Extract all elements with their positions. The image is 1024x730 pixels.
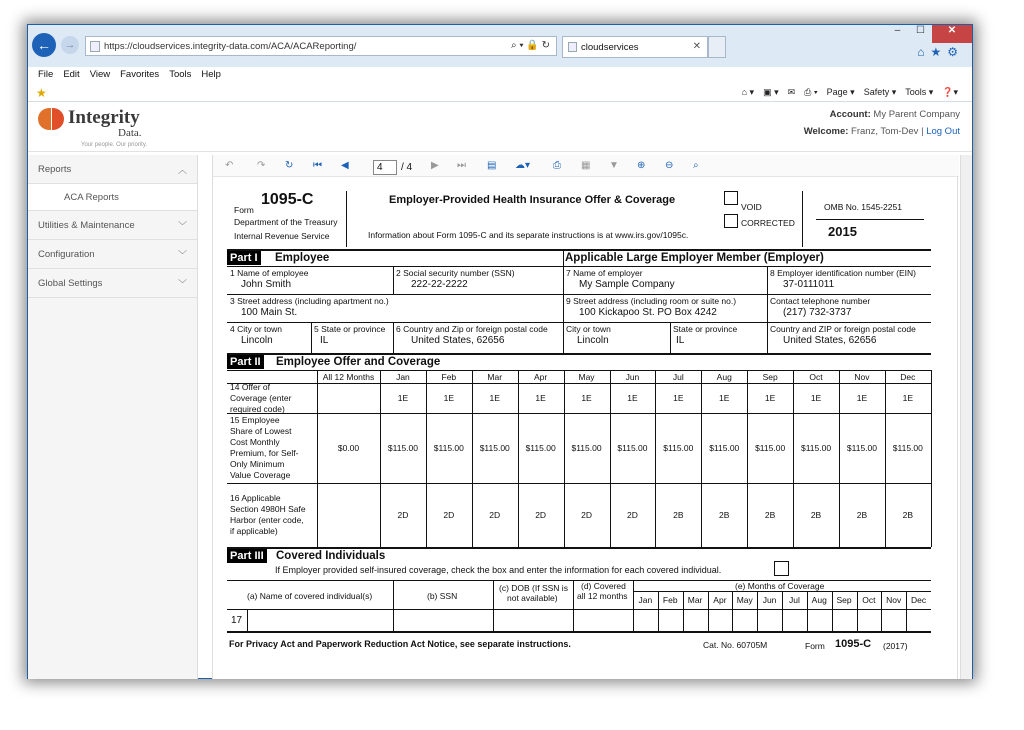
col-a-header: (a) Name of covered individual(s) [247,591,373,601]
offer-code-cell: 1E [856,393,868,403]
sidebar [28,155,198,679]
form-number: 1095-C [261,191,314,208]
menu-tools[interactable]: Tools [169,69,192,80]
grid-divider [931,370,932,547]
safe-harbor-cell: 2D [397,510,409,520]
sidebar-item-utilities[interactable] [28,211,197,240]
row-label-offer-code: required code) [230,403,285,414]
row-label-safe-harbor: 16 Applicable [230,493,281,503]
safe-harbor-cell: 2B [856,510,868,520]
offer-code-cell: 1E [810,393,822,403]
account-label: Account: [829,109,871,120]
close-tab-icon[interactable]: ✕ [692,41,701,52]
last-page-icon[interactable]: ⏭ [457,160,466,171]
employee-share-cell: $115.00 [479,443,510,453]
footer-cat: Cat. No. 60705M [703,640,768,650]
coverage-month-header: Oct [862,595,876,605]
print-icon[interactable]: ⎙ ▾ [804,87,818,97]
row-label-employee-share: Only Minimum [230,459,285,469]
field1-label: 1 Name of employee [230,268,309,278]
rule [227,580,931,581]
url-text: https://cloudservices.integrity-data.com/ACA/ACAReporting/ [104,41,357,52]
rule [227,609,931,610]
coverage-month-header: Sep [836,595,852,605]
month-header: Oct [809,372,823,382]
tax-year: 2015 [828,224,857,239]
form-1095c [227,191,931,679]
divider [633,580,634,631]
window-controls [886,25,972,43]
row-label-employee-share: Value Coverage [230,470,291,480]
employer-title: Applicable Large Employer Member (Employer) [565,252,824,264]
coverage-month-header: May [736,595,753,605]
menu-bar [28,67,972,84]
safe-harbor-cell: 2B [810,510,822,520]
field7-label: 7 Name of employer [566,268,643,278]
employer-street: 100 Kickapoo St. PO Box 4242 [579,307,717,318]
menu-help[interactable]: Help [201,69,221,80]
report-content [212,155,972,679]
corrected-checkbox[interactable] [724,214,738,228]
rule [227,353,931,355]
feeds-icon[interactable]: ▣ ▾ [763,87,779,97]
field13-label: Country and ZIP or foreign postal code [770,324,916,334]
form-info: Information about Form 1095-C and its separate instructions is at www.irs.gov/1095c. [368,230,689,240]
favorites-star-icon[interactable]: ★ [36,86,47,100]
filter-icon[interactable]: ▼ [609,160,619,171]
month-header: Aug [716,372,732,382]
month-header: Apr [534,372,548,382]
offer-code-cell: 1E [397,393,409,403]
safe-harbor-cell: 2B [764,510,776,520]
rule [227,294,931,295]
rule [227,322,931,323]
report-viewer [212,155,958,679]
safety-menu[interactable]: Safety ▾ [863,87,897,97]
footer-form-number: 1095-C [835,638,872,650]
viewer-scrollbar[interactable] [960,155,972,679]
self-insured-checkbox[interactable] [774,561,789,576]
account-value: My Parent Company [873,109,960,120]
void-label: VOID [741,202,762,212]
sidebar-item-label: Global Settings [38,278,103,289]
logo-name: Integrity [68,107,140,128]
employer-phone: (217) 732-3737 [783,307,852,318]
employee-share-cell: $115.00 [617,443,648,453]
divider [670,322,671,353]
print-icon[interactable]: ⎙ [553,160,561,171]
employee-share-cell: $115.00 [892,443,923,453]
coverage-month-header: Dec [911,595,927,605]
page-menu[interactable]: Page ▾ [826,87,855,97]
row-label-safe-harbor: Section 4980H Safe [230,504,306,514]
coverage-month-header: Feb [662,595,678,605]
dept-irs: Internal Revenue Service [234,231,330,241]
sidebar-item-label: Utilities & Maintenance [38,220,135,231]
welcome-value: Franz, Tom-Dev [851,126,919,137]
safe-harbor-cell: 2D [581,510,592,520]
employee-share-cell: $115.00 [846,443,877,453]
part1-title: Employee [275,252,330,264]
page-number-input[interactable] [373,160,397,175]
field2-label: 2 Social security number (SSN) [396,268,515,278]
employee-name: John Smith [241,279,292,290]
sidebar-item-label: ACA Reports [64,192,119,203]
browser-titlebar [28,25,972,67]
offer-code-cell: 1E [719,393,730,403]
month-header: Mar [487,372,503,382]
row-label-employee-share: Cost Monthly [230,437,280,447]
month-header: All 12 Months [322,372,375,382]
grid-rule [227,383,931,384]
refresh-icon[interactable]: ↻ [285,160,294,171]
offer-code-cell: 1E [902,393,914,403]
rule [227,266,931,267]
row-label-safe-harbor: if applicable) [230,526,278,536]
field4-label: 4 City or town [230,324,282,334]
month-header: Feb [441,372,457,382]
void-checkbox[interactable] [724,191,738,205]
new-tab-button[interactable] [708,36,726,58]
row-label-offer-code: 14 Offer of [230,381,271,392]
prev-page-icon[interactable]: ◀ [341,160,349,171]
offer-code-cell: 1E [443,393,455,403]
document-icon[interactable]: ▤ [487,160,497,171]
employee-share-cell: $115.00 [755,443,786,453]
logo-sub: Data. [118,127,142,139]
col-c-header-2: not available) [507,593,558,603]
grid-rule [227,483,931,484]
sidebar-item-label: Reports [38,164,72,175]
part3-title: Covered Individuals [276,550,386,562]
home-star-gear-icons[interactable]: ⌂★⚙ [917,45,964,59]
sidebar-item-aca-reports[interactable] [28,184,197,211]
row-label-employee-share: Premium, for Self- [230,448,299,458]
divider [816,219,924,220]
row-label-offer-code: Coverage (enter [230,392,292,403]
coverage-month-header: Mar [687,595,703,605]
redo-icon[interactable]: ↷ [257,160,266,171]
forward-button[interactable]: → [61,36,79,54]
part1-badge: Part I [227,251,261,265]
logo-tagline: Your people. Our priority. [81,142,148,148]
chevron-down-icon: ﹀ [177,221,187,231]
row-17-label: 17 [231,615,243,626]
form-title: Employer-Provided Health Insurance Offer & Coverage [389,194,676,206]
employee-share-cell: $115.00 [525,443,556,453]
first-page-icon[interactable]: ⏮ [313,160,322,171]
month-header: Sep [762,372,778,382]
dept-treasury: Department of the Treasury [234,217,338,227]
back-button[interactable]: ← [32,33,56,57]
part2-title: Employee Offer and Coverage [276,356,441,368]
search-icon[interactable]: ⌕ [693,160,699,171]
safe-harbor-cell: 2D [489,510,501,520]
undo-icon[interactable]: ↶ [225,160,234,171]
employee-street: 100 Main St. [241,307,298,318]
employee-state: IL [320,335,329,346]
safe-harbor-cell: 2D [627,510,638,520]
menu-edit[interactable]: Edit [63,69,80,80]
viewer-toolbar [213,155,959,177]
part3-note: If Employer provided self-insured coverage, check the box and enter the information for each covered individual. [275,565,722,575]
divider [311,322,312,353]
app-header [28,103,972,152]
employee-share-cell: $115.00 [800,443,832,453]
mail-icon[interactable]: ✉ [787,87,796,97]
layout-icon[interactable]: ▦ [581,160,591,171]
corrected-label: CORRECTED [741,218,795,228]
logout-link[interactable]: Log Out [926,126,960,137]
tab-page-icon [568,42,577,52]
chevron-down-icon: ﹀ [177,250,187,260]
sidebar-item-global-settings[interactable] [28,269,197,298]
field9-label: 9 Street address (including room or suite no.) [566,296,737,306]
safe-harbor-cell: 2B [719,510,730,520]
search-lock-refresh-icons[interactable]: ⌕ ▾ 🔒 ↻ [511,40,550,51]
coverage-month-header: Apr [713,595,727,605]
rule [227,370,931,371]
employee-share-cell: $115.00 [663,443,694,453]
tab-title: cloudservices [581,42,639,53]
close-window-icon[interactable]: ✕ [932,25,972,43]
part3-badge: Part III [227,549,267,563]
help-icon[interactable]: ❓▾ [942,87,958,97]
col-d-header-1: (d) Covered [581,581,626,591]
offer-code-cell: 1E [764,393,776,403]
page-icon [90,41,100,52]
employee-share-cell: $115.00 [387,443,418,453]
export-cloud-icon[interactable]: ☁▾ [515,160,531,171]
omb-number: OMB No. 1545-2251 [824,202,902,212]
coverage-month-header: Jul [788,595,800,605]
offer-code-cell: 1E [535,393,546,403]
form-label: Form [234,205,254,215]
sidebar-item-configuration[interactable] [28,240,197,269]
employer-name: My Sample Company [579,279,675,290]
row-label-safe-harbor: Harbor (enter code, [230,515,304,525]
employer-state: IL [676,335,685,346]
browser-tab[interactable] [562,36,708,58]
safe-harbor-cell: 2D [443,510,455,520]
divider [346,191,347,247]
maximize-icon[interactable]: ☐ [916,25,925,36]
divider [247,609,248,631]
row-label-employee-share: Share of Lowest [230,426,292,436]
footer-privacy: For Privacy Act and Paperwork Reduction Act Notice, see separate instructions. [229,639,571,649]
divider [573,580,574,631]
sidebar-item-label: Configuration [38,249,95,260]
col-c-header-1: (c) DOB (If SSN is [499,583,568,593]
rule [227,249,931,251]
divider [393,322,394,353]
employee-ssn: 222-22-2222 [411,279,468,290]
employer-country-zip: United States, 62656 [783,335,877,346]
coverage-month-header: Aug [811,595,827,605]
part2-badge: Part II [227,355,264,369]
employee-share-cell: $115.00 [571,443,602,453]
divider [493,580,494,631]
offer-code-cell: 1E [673,393,684,403]
field10-label: Contact telephone number [770,296,871,306]
employer-ein: 37-0111011 [783,279,835,290]
address-bar[interactable] [85,36,557,56]
field12-label: State or province [673,324,738,334]
tools-menu[interactable]: Tools ▾ [905,87,934,97]
safe-harbor-cell: 2D [535,510,547,520]
chevron-up-icon: ︿ [177,165,187,175]
grid-divider [317,370,318,547]
col-b-header: (b) SSN [427,591,458,601]
month-header: Jan [396,372,410,382]
field5-label: 5 State or province [314,324,386,334]
zoom-in-icon[interactable]: ⊕ [637,160,646,171]
page-total: / 4 [401,162,413,173]
command-bar-right [742,87,958,98]
offer-code-cell: 1E [627,393,638,403]
account-info: Account: My Parent Company Welcome: Franz, Tom-Dev | Log Out [803,109,960,137]
sidebar-item-reports[interactable] [28,155,197,184]
employee-country-zip: United States, 62656 [411,335,505,346]
chevron-down-icon: ﹀ [177,279,187,289]
coverage-month-header: Jun [762,595,777,605]
field3-label: 3 Street address (including apartment no.) [230,296,389,306]
month-header: May [578,372,595,382]
minimize-icon[interactable]: – [894,25,901,36]
welcome-label: Welcome: [803,126,849,137]
command-bar [28,84,972,102]
divider [393,266,394,294]
safe-harbor-cell: 2B [902,510,914,520]
col-d-header-2: all 12 months [577,591,628,601]
zoom-out-icon[interactable]: ⊖ [665,160,674,171]
month-header: Jul [672,372,684,382]
browser-window [27,24,973,679]
footer-year: (2017) [883,641,908,651]
month-header: Jun [625,372,640,382]
integrity-logo-icon[interactable] [38,108,64,130]
employer-city: Lincoln [577,335,609,346]
employee-share-cell: $115.00 [433,443,464,453]
offer-code-cell: 1E [581,393,592,403]
next-page-icon[interactable]: ▶ [431,160,439,171]
menu-view[interactable]: View [89,69,111,80]
col-e-header: (e) Months of Coverage [735,581,825,591]
offer-code-cell: 1E [489,393,500,403]
field8-label: 8 Employer identification number (EIN) [770,268,916,278]
menu-favorites[interactable]: Favorites [120,69,160,80]
safe-harbor-cell: 2B [673,510,684,520]
rule [227,547,931,549]
menu-file[interactable]: File [38,69,54,80]
employee-share-cell: $115.00 [709,443,740,453]
coverage-month-header: Nov [886,595,902,605]
month-header: Dec [900,372,916,382]
divider [802,191,803,247]
grid-rule [227,413,931,414]
field11-label: City or town [566,324,611,334]
employee-city: Lincoln [241,335,273,346]
field6-label: 6 Country and Zip or foreign postal code [396,324,548,334]
rule [227,631,931,633]
footer-form-label: Form [805,641,825,651]
home-icon[interactable]: ⌂ ▾ [741,87,755,97]
row-label-employee-share: 15 Employee [230,415,280,425]
employee-share-cell: $0.00 [337,443,360,453]
month-header: Nov [854,372,870,382]
coverage-month-header: Jan [638,595,653,605]
divider [767,266,768,353]
divider [393,580,394,631]
